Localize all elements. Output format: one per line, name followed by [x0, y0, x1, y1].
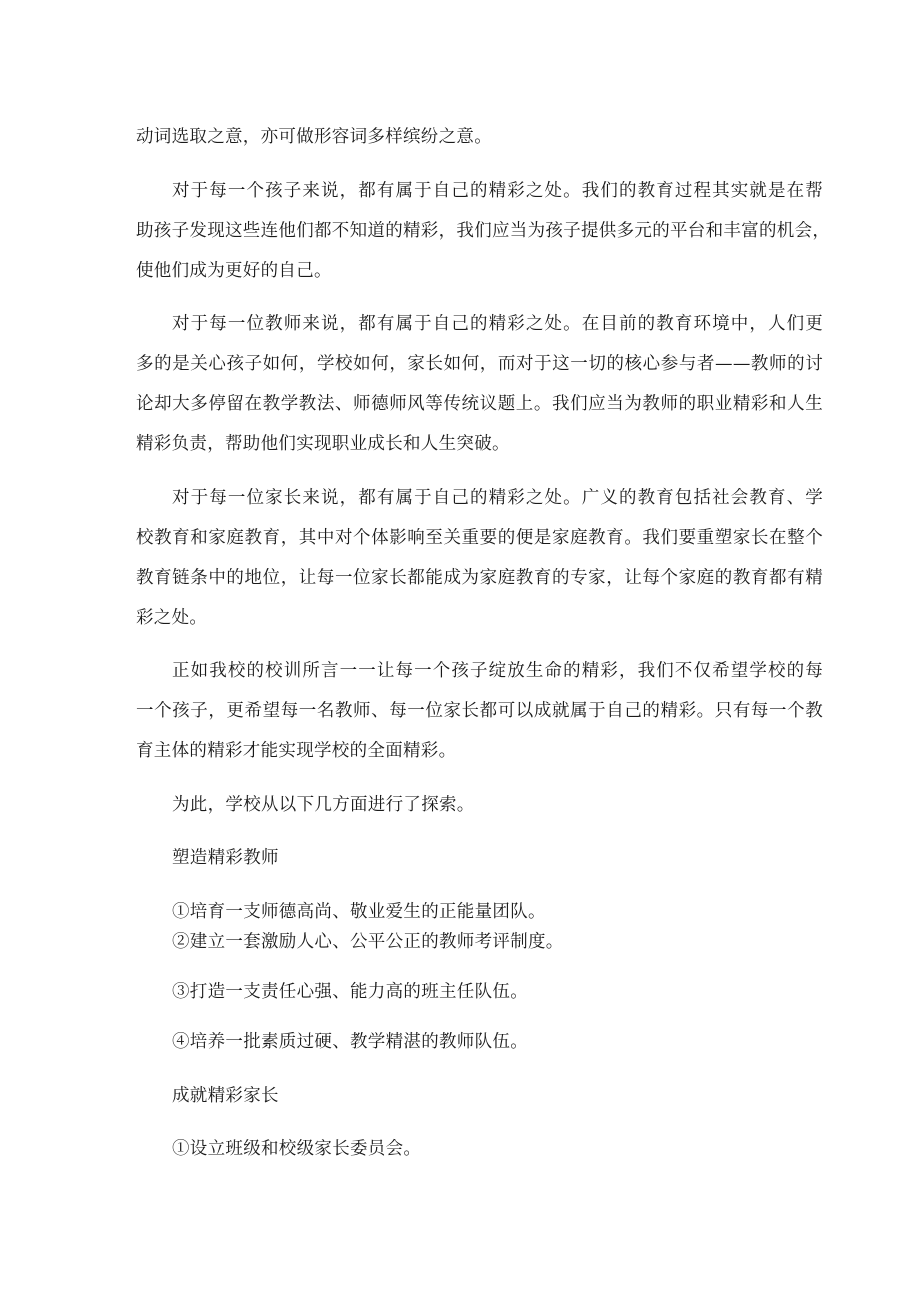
section-heading: 塑造精彩教师 [172, 848, 279, 868]
list-item: ②建立一套激励人心、公平公正的教师考评制度。 [172, 932, 564, 952]
text-line: 多的是关心孩子如何，学校如何，家长如何，而对于这一切的核心参与者——教师的讨 [136, 354, 823, 374]
text-line: 动词选取之意，亦可做形容词多样缤纷之意。 [136, 127, 492, 147]
text-line: 育主体的精彩才能实现学校的全面精彩。 [136, 741, 457, 761]
text-line: 一个孩子，更希望每一名教师、每一位家长都可以成就属于自己的精彩。只有每一个教 [136, 701, 823, 721]
text-line: 对于每一位家长来说，都有属于自己的精彩之处。广义的教育包括社会教育、学 [172, 488, 823, 508]
text-line: 论却大多停留在教学教法、师德师风等传统议题上。我们应当为教师的职业精彩和人生 [136, 394, 823, 414]
text-line: 使他们成为更好的自己。 [136, 261, 332, 281]
text-line: 教育链条中的地位，让每一位家长都能成为家庭教育的专家，让每个家庭的教育都有精 [136, 568, 823, 588]
list-item: ③打造一支责任心强、能力高的班主任队伍。 [172, 982, 528, 1002]
text-line: 助孩子发现这些连他们都不知道的精彩，我们应当为孩子提供多元的平台和丰富的机会， [136, 221, 831, 241]
text-line: 校教育和家庭教育，其中对个体影响至关重要的便是家庭教育。我们要重塑家长在整个 [136, 528, 823, 548]
list-item: ①设立班级和校级家长委员会。 [172, 1139, 422, 1159]
text-line: 正如我校的校训所言一一让每一个孩子绽放生命的精彩，我们不仅希望学校的每 [172, 661, 823, 681]
text-line: 精彩负责，帮助他们实现职业成长和人生突破。 [136, 434, 510, 454]
list-item: ①培育一支师德高尚、敬业爱生的正能量团队。 [172, 902, 546, 922]
text-line: 彩之处。 [136, 608, 208, 628]
text-line: 为此，学校从以下几方面进行了探索。 [172, 795, 475, 815]
text-line: 对于每一位教师来说，都有属于自己的精彩之处。在目前的教育环境中，人们更 [172, 314, 823, 334]
text-line: 对于每一个孩子来说，都有属于自己的精彩之处。我们的教育过程其实就是在帮 [172, 181, 823, 201]
list-item: ④培养一批素质过硬、教学精湛的教师队伍。 [172, 1032, 528, 1052]
section-heading: 成就精彩家长 [172, 1086, 279, 1106]
